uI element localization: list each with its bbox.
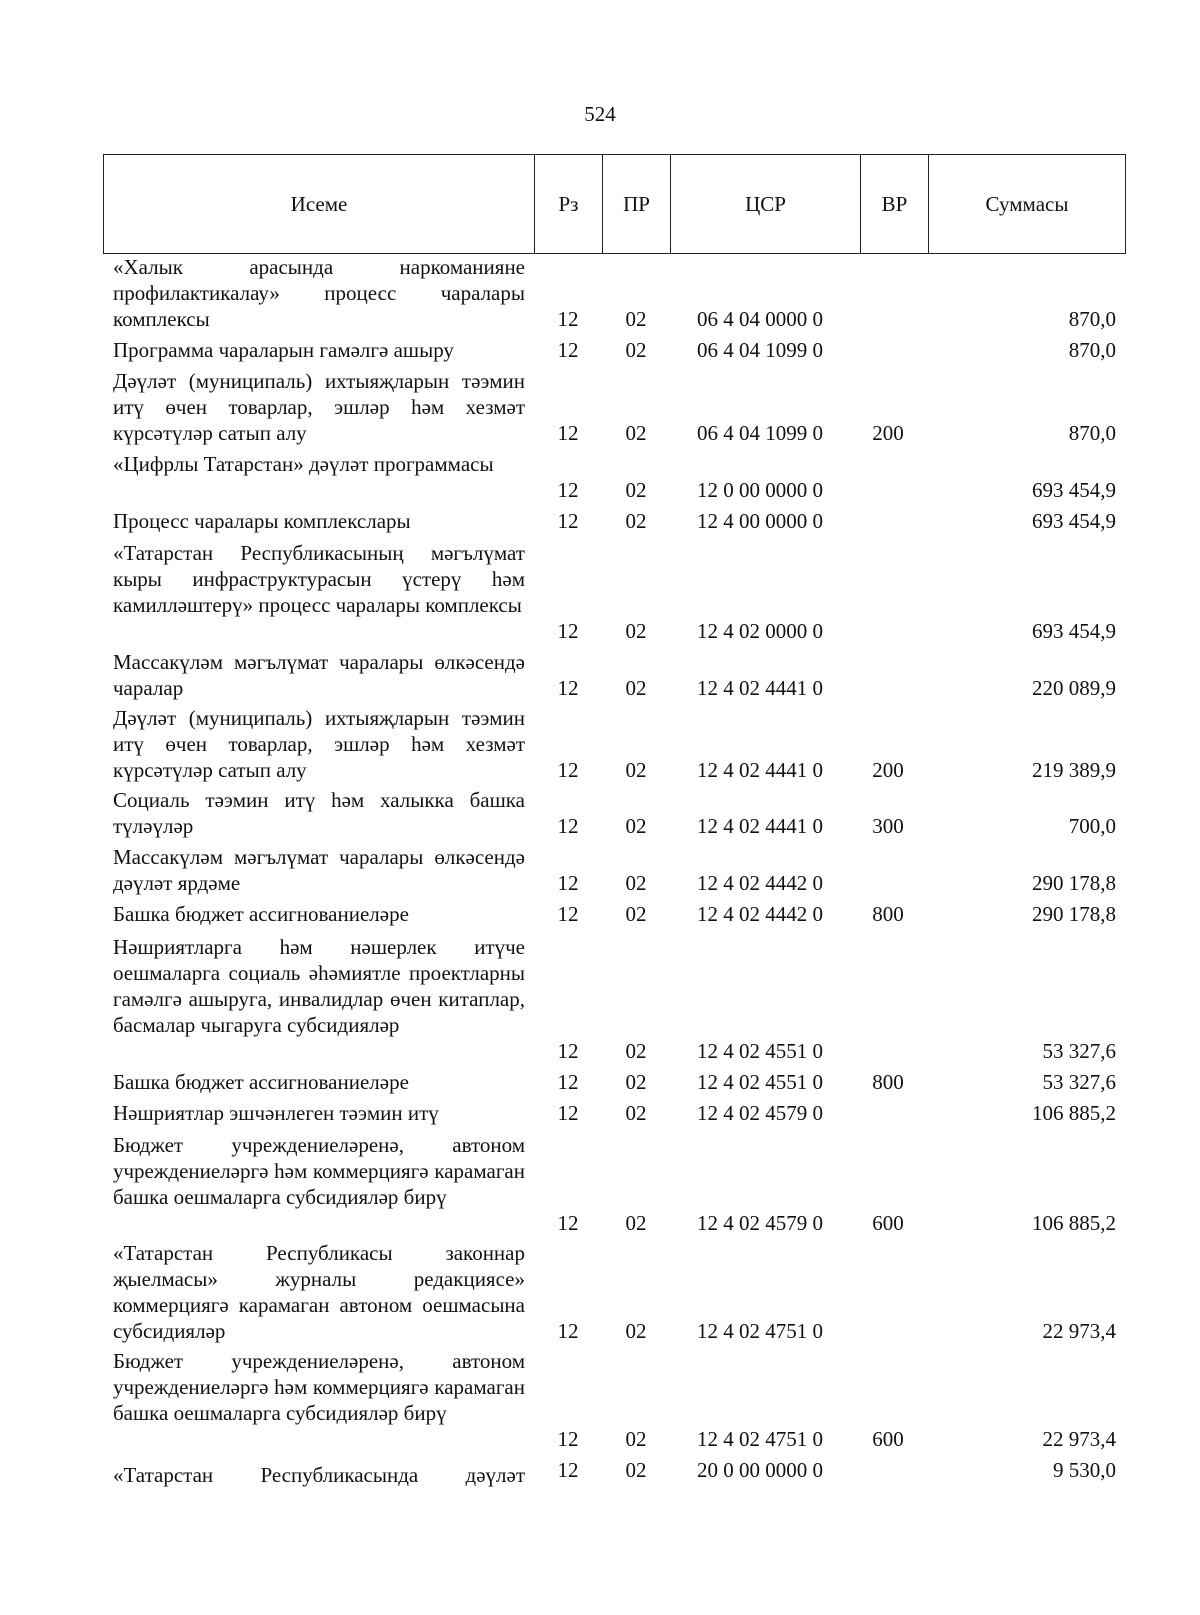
row-name: «Халык арасында наркоманияне профилактикалау» процесс чаралары комплексы <box>113 255 525 331</box>
row-sum: 870,0 <box>1068 421 1116 445</box>
row-pr: 02 <box>625 1101 647 1125</box>
row-rz: 12 <box>557 1458 579 1482</box>
row-csr: 12 4 02 4442 0 <box>697 902 823 926</box>
row-pr: 02 <box>625 902 647 926</box>
row-csr: 12 4 02 4579 0 <box>697 1101 823 1125</box>
row-csr: 12 4 02 4579 0 <box>697 1211 823 1235</box>
row-pr: 02 <box>625 509 647 533</box>
row-rz: 12 <box>557 902 579 926</box>
row-pr: 02 <box>625 421 647 445</box>
row-pr: 02 <box>625 338 647 362</box>
row-name: Дәүләт (муниципаль) ихтыяҗларын тәэмин итү өчен товарлар, эшләр һәм хезмәт күрсәтүләр сатып алу <box>113 369 525 445</box>
row-pr: 02 <box>625 1211 647 1235</box>
header-vr: ВР <box>861 155 929 253</box>
row-pr: 02 <box>625 307 647 331</box>
row-rz: 12 <box>557 758 579 782</box>
row-pr: 02 <box>625 1458 647 1482</box>
row-csr: 12 4 02 0000 0 <box>697 619 823 643</box>
row-csr: 12 4 02 4441 0 <box>697 676 823 700</box>
row-name: Нәшриятлар эшчәнлеген тәэмин итү <box>113 1101 439 1125</box>
row-csr: 12 4 02 4441 0 <box>697 814 823 838</box>
row-name: Башка бюджет ассигнованиеләре <box>113 1070 409 1094</box>
row-rz: 12 <box>557 1427 579 1451</box>
row-sum: 290 178,8 <box>1032 871 1116 895</box>
header-pr: ПР <box>603 155 671 253</box>
row-sum: 219 389,9 <box>1032 758 1116 782</box>
row-sum: 22 973,4 <box>1042 1319 1116 1343</box>
row-vr: 600 <box>872 1427 904 1451</box>
row-csr: 12 4 00 0000 0 <box>697 509 823 533</box>
page-number: 524 <box>584 102 616 126</box>
row-name: «Татарстан Республикасы законнар җыелмасы» журналы редакциясе» коммерциягә карамаган автоном оешмасына субсидияләр <box>113 1241 525 1343</box>
table-header <box>103 154 1126 254</box>
row-pr: 02 <box>625 758 647 782</box>
row-csr: 06 4 04 1099 0 <box>697 421 823 445</box>
row-rz: 12 <box>557 1211 579 1235</box>
header-name: Исеме <box>104 155 535 253</box>
row-name: Процесс чаралары комплекслары <box>113 509 411 533</box>
row-sum: 290 178,8 <box>1032 902 1116 926</box>
row-csr: 20 0 00 0000 0 <box>697 1458 823 1482</box>
header-sum: Суммасы <box>985 191 1069 216</box>
row-csr: 06 4 04 1099 0 <box>697 338 823 362</box>
row-rz: 12 <box>557 676 579 700</box>
row-name: «Цифрлы Татарстан» дәүләт программасы <box>113 452 494 476</box>
row-sum: 53 327,6 <box>1042 1070 1116 1094</box>
row-rz: 12 <box>557 509 579 533</box>
row-csr: 06 4 04 0000 0 <box>697 307 823 331</box>
row-rz: 12 <box>557 814 579 838</box>
row-name: Бюджет учреждениеләренә, автоном учреждениеләргә һәм коммерциягә карамаган башка оешмаларга субсидияләр бирү <box>113 1349 525 1425</box>
row-pr: 02 <box>625 676 647 700</box>
row-csr: 12 4 02 4751 0 <box>697 1427 823 1451</box>
row-sum: 220 089,9 <box>1032 676 1116 700</box>
row-name: Дәүләт (муниципаль) ихтыяҗларын тәэмин итү өчен товарлар, эшләр һәм хезмәт күрсәтүләр сатып алу <box>113 706 525 782</box>
row-rz: 12 <box>557 307 579 331</box>
row-pr: 02 <box>625 1427 647 1451</box>
row-vr: 300 <box>872 814 904 838</box>
row-pr: 02 <box>625 1319 647 1343</box>
row-name: Программа чараларын гамәлгә ашыру <box>113 338 454 362</box>
row-rz: 12 <box>557 421 579 445</box>
row-sum: 22 973,4 <box>1042 1427 1116 1451</box>
row-name: Нәшриятларга һәм нәшерлек итүче оешмаларга социаль әһәмиятле проектларны гамәлгә ашыруга, инвалидлар өчен китаплар, басмалар чыгаруга субсидияләр <box>113 935 525 1037</box>
row-rz: 12 <box>557 1070 579 1094</box>
row-pr: 02 <box>625 1039 647 1063</box>
header-csr: ЦСР <box>671 155 861 253</box>
row-rz: 12 <box>557 1039 579 1063</box>
row-vr: 600 <box>872 1211 904 1235</box>
row-sum: 693 454,9 <box>1032 478 1116 502</box>
row-name: Башка бюджет ассигнованиеләре <box>113 902 409 926</box>
row-rz: 12 <box>557 871 579 895</box>
row-csr: 12 4 02 4442 0 <box>697 871 823 895</box>
row-vr: 800 <box>872 902 904 926</box>
row-rz: 12 <box>557 338 579 362</box>
header-rz: Рз <box>535 155 603 253</box>
row-rz: 12 <box>557 1319 579 1343</box>
row-name: Бюджет учреждениеләренә, автоном учреждениеләргә һәм коммерциягә карамаган башка оешмаларга субсидияләр бирү <box>113 1133 525 1209</box>
row-sum: 693 454,9 <box>1032 619 1116 643</box>
row-sum: 106 885,2 <box>1032 1101 1116 1125</box>
row-rz: 12 <box>557 1101 579 1125</box>
row-vr: 800 <box>872 1070 904 1094</box>
row-csr: 12 4 02 4441 0 <box>697 758 823 782</box>
row-sum: 870,0 <box>1068 307 1116 331</box>
row-pr: 02 <box>625 871 647 895</box>
row-csr: 12 4 02 4751 0 <box>697 1319 823 1343</box>
row-sum: 870,0 <box>1068 338 1116 362</box>
row-name: Массакүләм мәгълүмат чаралары өлкәсендә дәүләт ярдәме <box>113 845 525 895</box>
row-pr: 02 <box>625 478 647 502</box>
row-vr: 200 <box>872 758 904 782</box>
row-pr: 02 <box>625 1070 647 1094</box>
row-sum: 53 327,6 <box>1042 1039 1116 1063</box>
row-sum: 9 530,0 <box>1053 1458 1116 1482</box>
row-sum: 693 454,9 <box>1032 509 1116 533</box>
row-csr: 12 4 02 4551 0 <box>697 1070 823 1094</box>
row-csr: 12 0 00 0000 0 <box>697 478 823 502</box>
row-name: «Татарстан Республикасында дәүләт <box>113 1463 525 1487</box>
row-name: Массакүләм мәгълүмат чаралары өлкәсендә чаралар <box>113 650 525 700</box>
row-rz: 12 <box>557 478 579 502</box>
row-csr: 12 4 02 4551 0 <box>697 1039 823 1063</box>
row-vr: 200 <box>872 421 904 445</box>
row-pr: 02 <box>625 814 647 838</box>
row-name: Социаль тәэмин итү һәм халыкка башка түләүләр <box>113 788 525 838</box>
row-sum: 106 885,2 <box>1032 1211 1116 1235</box>
row-rz: 12 <box>557 619 579 643</box>
row-sum: 700,0 <box>1068 814 1116 838</box>
row-pr: 02 <box>625 619 647 643</box>
row-name: «Татарстан Республикасының мәгълүмат кыры инфраструктурасын үстерү һәм камилләштерү» процесс чаралары комплексы <box>113 541 525 617</box>
